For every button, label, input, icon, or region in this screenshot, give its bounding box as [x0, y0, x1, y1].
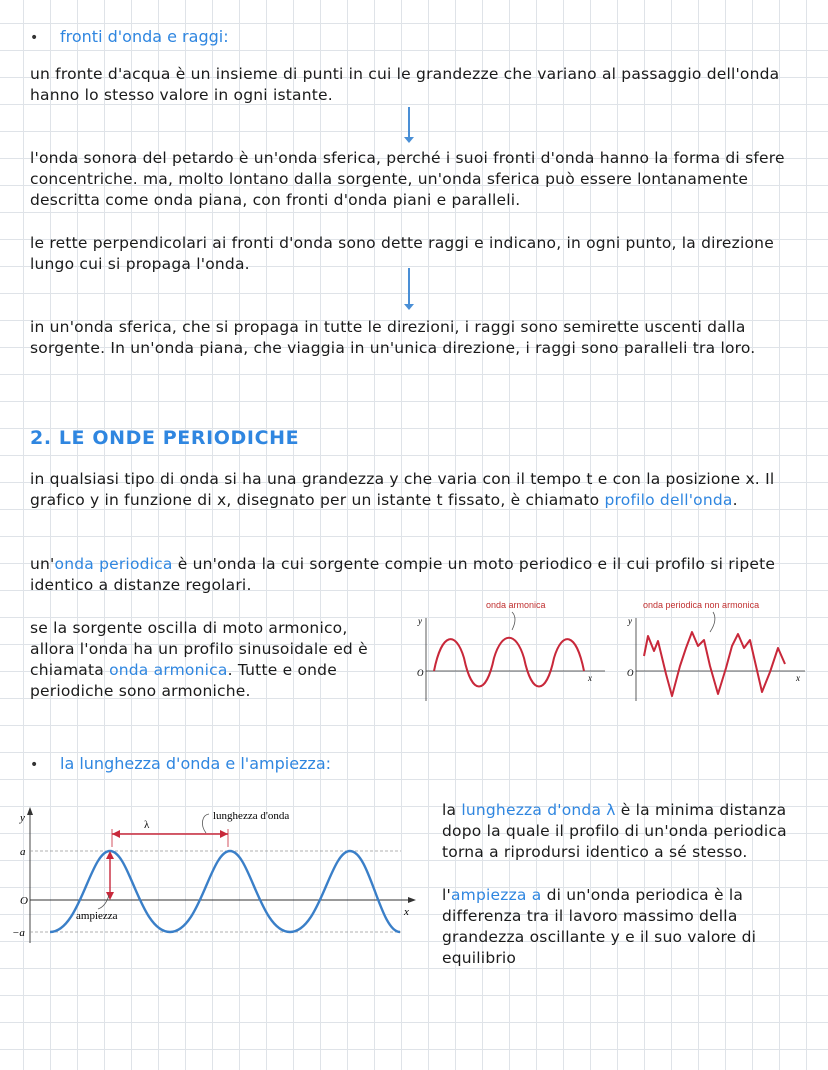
highlight-term: profilo dell'onda [604, 491, 733, 509]
label-onda-armonica: onda armonica [486, 600, 546, 610]
paragraph: un fronte d'acqua è un insieme di punti in cui le grandezze che variano al passaggio dell'onda hanno lo stesso valore in ogni istante. [30, 65, 780, 104]
non-harmonic-wave [644, 632, 785, 696]
text: l' [442, 886, 451, 904]
origin-label: O [417, 668, 424, 678]
text: se la sorgente oscilla di moto armonico, allora l'onda ha un profilo sinusoidale ed è chiamata [30, 619, 368, 679]
text: la [442, 801, 462, 819]
axis-y-label: y [418, 616, 422, 626]
bullet: • [30, 757, 39, 773]
tick-a-label: a [20, 846, 26, 858]
y-axis-arrow-icon [27, 807, 33, 815]
amplitude-label: ampiezza [76, 910, 118, 922]
bullet: • [30, 30, 39, 46]
arrowhead-down-icon [106, 892, 114, 900]
pointer-line [512, 612, 515, 630]
paragraph: in un'onda sferica, che si propaga in tutte le direzioni, i raggi sono semirette uscenti dalla sorgente. In un'onda piana, che viaggia in un'unica direzione, i raggi sono paralleli tra loro. [30, 318, 756, 357]
highlight-term: ampiezza a [450, 886, 542, 904]
x-axis-arrow-icon [408, 897, 416, 903]
paragraph: l'onda sonora del petardo è un'onda sferica, perché i suoi fronti d'onda hanno la forma di sfere concentriche. ma, molto lontano dalla sorgente, un'onda sferica può essere lontanamente descritta come onda piana, con fronti d'onda piani e paralleli. [30, 149, 785, 209]
axis-x-label: x [404, 906, 409, 918]
harmonic-wave [434, 638, 584, 687]
heading-fronti: fronti d'onda e raggi: [60, 27, 229, 46]
highlight-term: lunghezza d'onda λ [461, 801, 616, 819]
text: . [732, 491, 738, 509]
section-title: 2. LE ONDE PERIODICHE [30, 427, 300, 449]
axis-y-label: y [20, 812, 25, 824]
wavelength-label: lunghezza d'onda [213, 810, 290, 822]
label-onda-non-armonica: onda periodica non armonica [643, 600, 760, 610]
paragraph [30, 469, 810, 511]
tick-minus-a-label: −a [12, 927, 25, 939]
paragraph: le rette perpendicolari ai fronti d'onda sono dette raggi e indicano, in ogni punto, la direzione lungo cui si propaga l'onda. [30, 234, 774, 273]
heading-lunghezza: la lunghezza d'onda e l'ampiezza: [60, 754, 332, 773]
arrowhead-left-icon [112, 830, 120, 838]
down-arrow-icon [404, 268, 414, 310]
highlight-term: onda periodica [54, 555, 173, 573]
arrowhead-right-icon [220, 830, 228, 838]
axis-x-label: x [588, 673, 592, 683]
text: un' [30, 555, 55, 573]
text: . Tutte e onde periodiche sono armoniche. [30, 661, 337, 700]
wavelength-figure [6, 803, 426, 948]
axis-x-label: x [796, 673, 800, 683]
origin-label: O [20, 895, 28, 907]
pointer-line [98, 895, 109, 909]
highlight-term: onda armonica [109, 661, 228, 679]
text: è un'onda la cui sorgente compie un moto periodico e il cui profilo si ripete identico a distanze regolari. [30, 555, 776, 594]
wave-comparison-figure [400, 596, 810, 711]
paragraph [30, 554, 810, 596]
lambda-label: λ [144, 819, 150, 831]
origin-label: O [627, 668, 634, 678]
pointer-line [710, 612, 715, 632]
paragraph [442, 800, 827, 863]
pointer-line [202, 814, 209, 833]
paragraph [30, 618, 392, 702]
text: è la minima distanza dopo la quale il profilo di un'onda periodica torna a riprodursi identico a sé stesso. [442, 801, 787, 861]
text: di un'onda periodica è la differenza tra il lavoro massimo della grandezza oscillante y e il suo valore di equilibrio [442, 886, 757, 967]
text: in qualsiasi tipo di onda si ha una grandezza y che varia con il tempo t e con la posizione x. Il grafico y in funzione di x, disegnato per un istante t fissato, è chiamato [30, 470, 775, 509]
axis-y-label: y [628, 616, 632, 626]
down-arrow-icon [404, 107, 414, 143]
paragraph [442, 885, 822, 969]
